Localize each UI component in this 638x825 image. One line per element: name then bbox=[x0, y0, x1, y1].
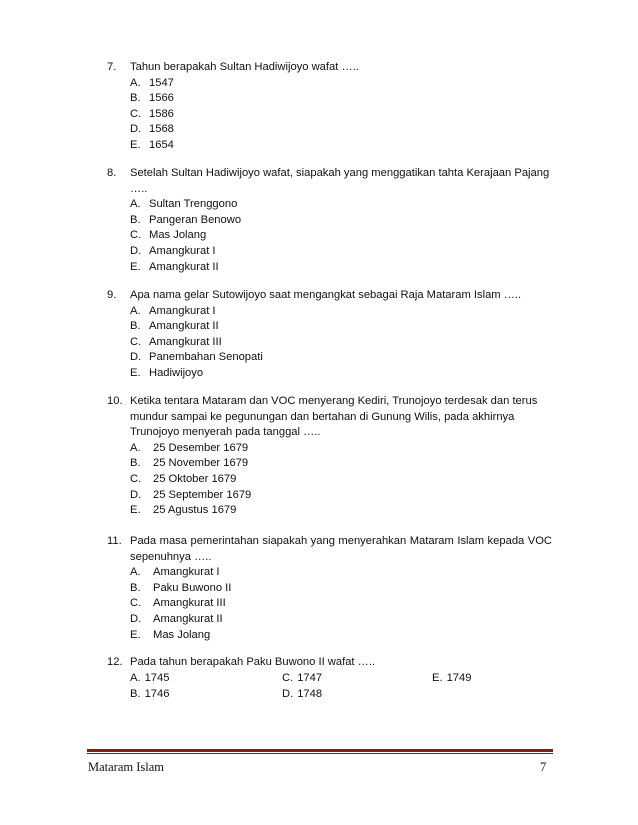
option-letter: C. bbox=[130, 472, 142, 485]
question-text: Pada masa pemerintahan siapakah yang menyerahkan Mataram Islam kepada VOC sepenuhnya ….. bbox=[130, 535, 552, 563]
option-text: 1748 bbox=[297, 687, 323, 700]
option-letter: C. bbox=[130, 335, 142, 348]
question-8 bbox=[107, 166, 552, 275]
option-d bbox=[282, 687, 322, 703]
option-b bbox=[107, 91, 552, 107]
option-a bbox=[107, 565, 552, 581]
option-d bbox=[107, 122, 552, 138]
option-letter: B. bbox=[130, 92, 141, 105]
option-c bbox=[107, 335, 552, 351]
option-text: Pangeran Benowo bbox=[149, 213, 242, 226]
option-b bbox=[107, 213, 552, 229]
question-number: 11. bbox=[107, 535, 122, 547]
option-text: 1746 bbox=[144, 687, 170, 700]
option-letter: E. bbox=[432, 671, 443, 684]
option-letter: D. bbox=[282, 687, 294, 700]
question-stem bbox=[107, 166, 552, 197]
option-a bbox=[130, 671, 169, 687]
footer-rule-thin bbox=[87, 753, 553, 754]
question-stem bbox=[107, 288, 552, 304]
option-letter: E. bbox=[130, 628, 141, 641]
option-d bbox=[107, 612, 552, 628]
option-e bbox=[107, 138, 552, 154]
option-text: Amangkurat I bbox=[149, 304, 216, 317]
question-text: Apa nama gelar Sutowijoyo saat mengangkat sebagai Raja Mataram Islam ….. bbox=[130, 289, 522, 301]
option-e bbox=[107, 260, 552, 276]
question-stem bbox=[107, 655, 552, 671]
question-stem bbox=[107, 60, 552, 76]
option-text: Amangkurat I bbox=[153, 566, 220, 579]
option-c bbox=[282, 671, 322, 687]
option-e bbox=[107, 366, 552, 382]
footer-rule bbox=[87, 749, 553, 752]
option-b bbox=[107, 581, 552, 597]
option-letter: D. bbox=[130, 123, 142, 136]
option-text: Amangkurat II bbox=[153, 612, 223, 625]
option-letter: A. bbox=[130, 441, 141, 454]
option-text: 25 November 1679 bbox=[153, 457, 249, 470]
option-d bbox=[107, 488, 552, 504]
page-number: 7 bbox=[540, 760, 547, 774]
option-grid bbox=[107, 671, 552, 703]
option-text: Hadiwijoyo bbox=[149, 366, 204, 379]
question-number: 10. bbox=[107, 395, 123, 407]
option-letter: E. bbox=[130, 504, 141, 517]
question-text: Pada tahun berapakah Paku Buwono II wafat ….. bbox=[130, 656, 376, 668]
option-c bbox=[107, 228, 552, 244]
option-a bbox=[107, 441, 552, 457]
question-stem bbox=[107, 394, 552, 441]
option-text: 1566 bbox=[149, 92, 174, 105]
option-letter: C. bbox=[282, 671, 294, 684]
option-text: Panembahan Senopati bbox=[149, 351, 263, 364]
option-text: 1747 bbox=[297, 671, 323, 684]
option-letter: A. bbox=[130, 76, 141, 89]
option-text: 25 Agustus 1679 bbox=[153, 504, 237, 517]
option-a bbox=[107, 197, 552, 213]
option-text: 25 September 1679 bbox=[153, 488, 252, 501]
option-letter: E. bbox=[130, 260, 141, 273]
question-number: 8. bbox=[107, 167, 117, 179]
option-e bbox=[107, 628, 552, 644]
question-7 bbox=[107, 60, 552, 154]
option-letter: B. bbox=[130, 581, 141, 594]
question-text: Ketika tentara Mataram dan VOC menyerang Kediri, Trunojoyo terdesak dan terus mundur sampai ke pegunungan dan bertahan di Gunung Wilis, pada akhirnya Trunojoyo menyerah pada tanggal ….. bbox=[130, 395, 538, 439]
option-letter: B. bbox=[130, 320, 141, 333]
question-number: 7. bbox=[107, 61, 117, 73]
option-text: 1745 bbox=[144, 671, 170, 684]
footer-title: Mataram Islam bbox=[88, 760, 165, 774]
question-number: 12. bbox=[107, 656, 123, 668]
option-text: Amangkurat II bbox=[149, 320, 219, 333]
option-a bbox=[107, 76, 552, 92]
question-12 bbox=[107, 655, 552, 703]
option-text: Amangkurat I bbox=[149, 244, 216, 257]
option-letter: C. bbox=[130, 107, 142, 120]
option-letter: D. bbox=[130, 351, 142, 364]
option-text: 1568 bbox=[149, 123, 174, 136]
question-11 bbox=[107, 534, 552, 643]
option-letter: A. bbox=[130, 671, 141, 684]
option-text: Amangkurat III bbox=[149, 335, 222, 348]
option-c bbox=[107, 596, 552, 612]
option-b bbox=[130, 687, 169, 703]
question-10 bbox=[107, 394, 552, 519]
option-letter: D. bbox=[130, 488, 142, 501]
option-d bbox=[107, 244, 552, 260]
option-a bbox=[107, 304, 552, 320]
option-text: 1654 bbox=[149, 138, 174, 151]
question-number: 9. bbox=[107, 289, 117, 301]
option-b bbox=[107, 456, 552, 472]
option-text: 25 Oktober 1679 bbox=[153, 472, 237, 485]
option-text: Amangkurat II bbox=[149, 260, 219, 273]
option-text: 25 Desember 1679 bbox=[153, 441, 249, 454]
option-letter: B. bbox=[130, 213, 141, 226]
option-text: 1749 bbox=[446, 671, 472, 684]
option-b bbox=[107, 319, 552, 335]
option-text: 1586 bbox=[149, 107, 174, 120]
question-9 bbox=[107, 288, 552, 382]
option-letter: C. bbox=[130, 229, 142, 242]
question-stem bbox=[107, 534, 552, 565]
option-letter: E. bbox=[130, 138, 141, 151]
option-letter: B. bbox=[130, 457, 141, 470]
option-text: Mas Jolang bbox=[149, 229, 207, 242]
option-letter: E. bbox=[130, 366, 141, 379]
option-text: 1547 bbox=[149, 76, 174, 89]
option-letter: A. bbox=[130, 198, 141, 211]
option-text: Sultan Trenggono bbox=[149, 198, 238, 211]
option-e bbox=[432, 671, 471, 687]
option-d bbox=[107, 350, 552, 366]
question-text: Setelah Sultan Hadiwijoyo wafat, siapakah yang menggatikan tahta Kerajaan Pajang ….. bbox=[130, 167, 550, 195]
question-text: Tahun berapakah Sultan Hadiwijoyo wafat ….. bbox=[130, 61, 359, 73]
option-text: Amangkurat III bbox=[153, 597, 226, 610]
option-e bbox=[107, 503, 552, 519]
option-letter: D. bbox=[130, 244, 142, 257]
option-text: Paku Buwono II bbox=[153, 581, 232, 594]
option-letter: A. bbox=[130, 304, 141, 317]
option-letter: C. bbox=[130, 597, 142, 610]
option-letter: A. bbox=[130, 566, 141, 579]
option-letter: D. bbox=[130, 612, 142, 625]
option-text: Mas Jolang bbox=[153, 628, 211, 641]
option-letter: B. bbox=[130, 687, 141, 700]
option-c bbox=[107, 472, 552, 488]
option-c bbox=[107, 107, 552, 123]
